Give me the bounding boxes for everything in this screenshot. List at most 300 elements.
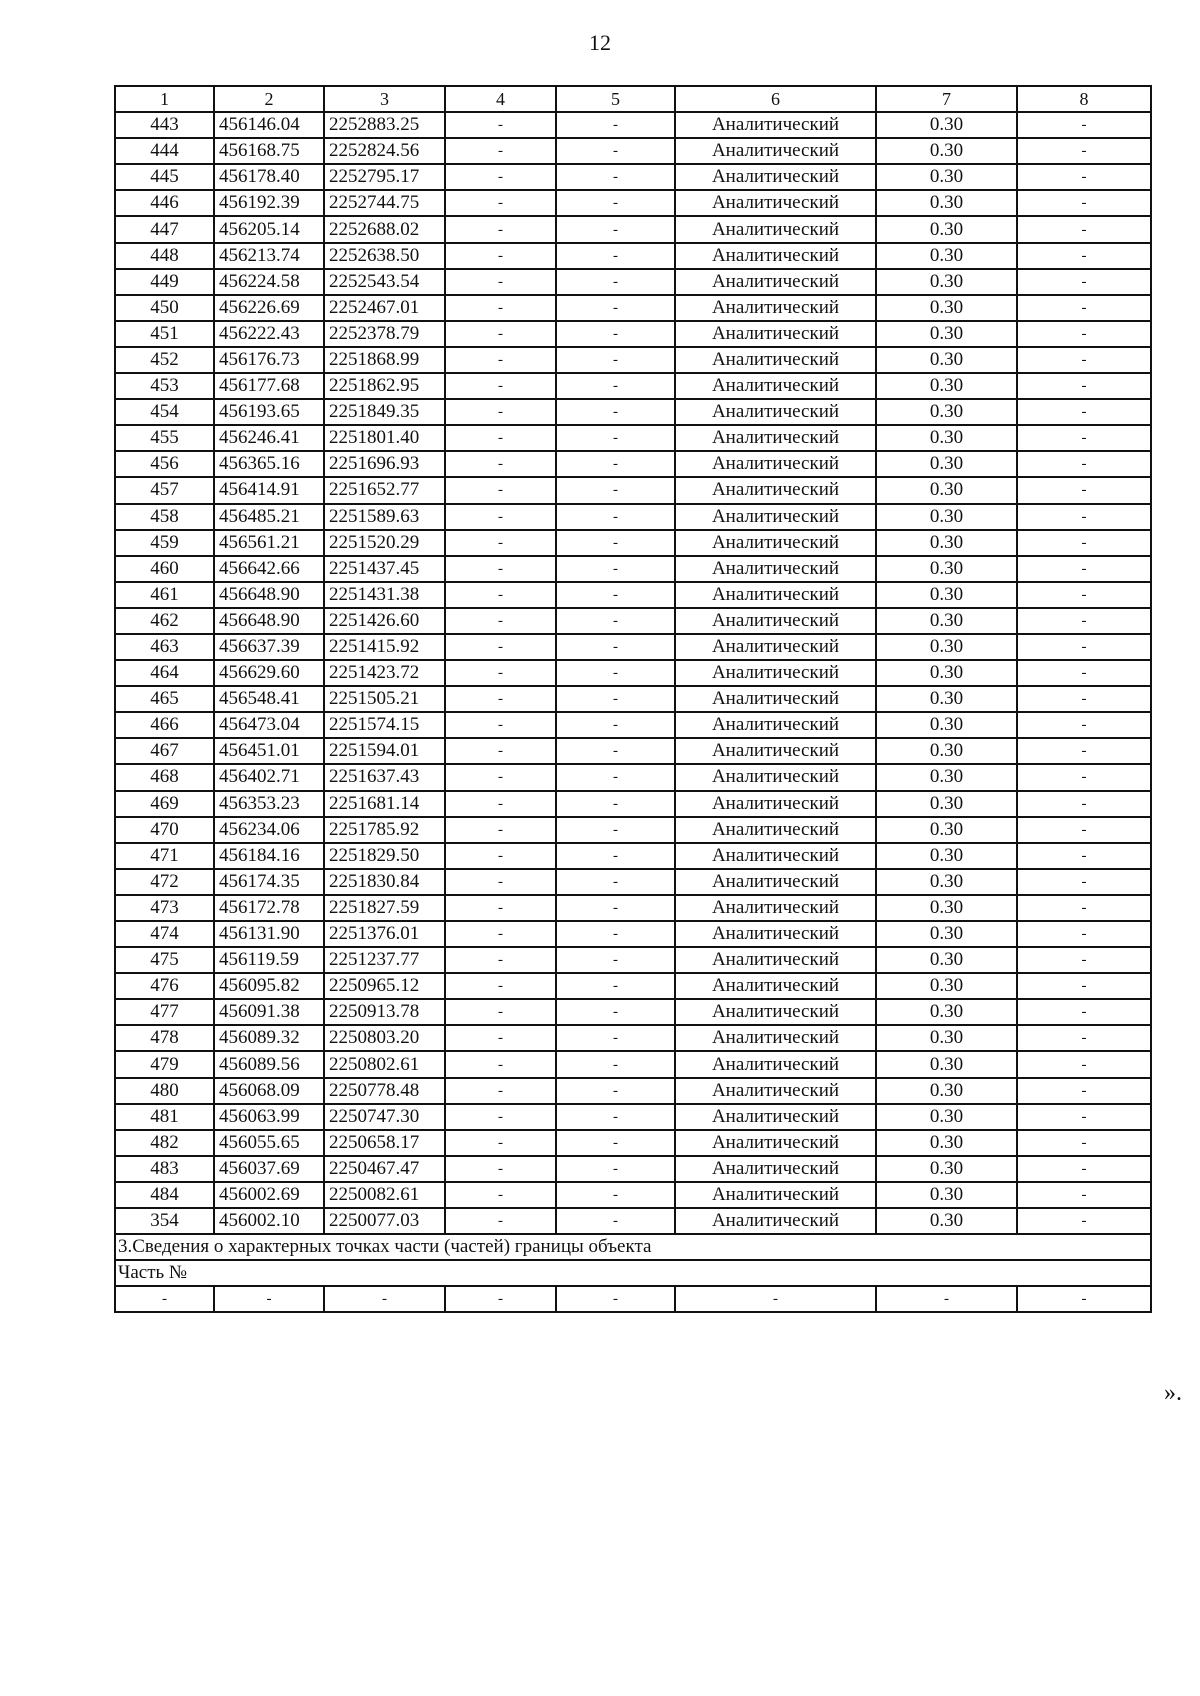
table-cell: 448 xyxy=(115,243,214,269)
table-cell: - xyxy=(1017,1208,1151,1234)
column-header: 5 xyxy=(556,86,675,112)
table-cell: - xyxy=(1017,1025,1151,1051)
table-cell: 0.30 xyxy=(876,791,1017,817)
table-cell: 456642.66 xyxy=(214,556,324,582)
table-cell: 2251652.77 xyxy=(324,477,445,503)
table-cell: 2252467.01 xyxy=(324,295,445,321)
table-cell: 2251868.99 xyxy=(324,347,445,373)
table-cell: 0.30 xyxy=(876,1025,1017,1051)
table-cell: 483 xyxy=(115,1156,214,1182)
table-cell: - xyxy=(445,321,556,347)
table-cell: 473 xyxy=(115,895,214,921)
table-cell: - xyxy=(556,504,675,530)
table-cell: 0.30 xyxy=(876,817,1017,843)
table-cell: - xyxy=(556,738,675,764)
table-cell: - xyxy=(445,869,556,895)
table-cell: Аналитический xyxy=(675,138,876,164)
table-cell: - xyxy=(556,764,675,790)
table-cell: 2251801.40 xyxy=(324,425,445,451)
table-cell: 456473.04 xyxy=(214,712,324,738)
table-row xyxy=(115,243,1151,269)
table-cell: 0.30 xyxy=(876,895,1017,921)
table-cell: Аналитический xyxy=(675,425,876,451)
table-cell: 2251520.29 xyxy=(324,530,445,556)
table-cell: 2251849.35 xyxy=(324,399,445,425)
table-row xyxy=(115,947,1151,973)
table-cell: 0.30 xyxy=(876,556,1017,582)
table-cell: 0.30 xyxy=(876,164,1017,190)
table-cell: 456648.90 xyxy=(214,608,324,634)
table-cell: 456205.14 xyxy=(214,216,324,242)
table-cell: 452 xyxy=(115,347,214,373)
table-cell: - xyxy=(556,425,675,451)
table-cell: - xyxy=(1017,634,1151,660)
empty-part-row xyxy=(115,1286,1151,1312)
table-cell: 2252378.79 xyxy=(324,321,445,347)
table-cell: 465 xyxy=(115,686,214,712)
table-cell: - xyxy=(1017,843,1151,869)
table-cell: - xyxy=(556,269,675,295)
table-cell: 459 xyxy=(115,530,214,556)
table-cell: 456177.68 xyxy=(214,373,324,399)
table-row xyxy=(115,1078,1151,1104)
table-cell: - xyxy=(445,243,556,269)
table-cell: - xyxy=(445,608,556,634)
table-cell: 476 xyxy=(115,973,214,999)
column-header-row xyxy=(115,86,1151,112)
table-cell: 444 xyxy=(115,138,214,164)
table-row xyxy=(115,164,1151,190)
table-cell: 456068.09 xyxy=(214,1078,324,1104)
table-cell: - xyxy=(1017,895,1151,921)
table-cell: 468 xyxy=(115,764,214,790)
table-cell: - xyxy=(556,347,675,373)
table-cell: 456451.01 xyxy=(214,738,324,764)
table-cell: Аналитический xyxy=(675,764,876,790)
table-cell: 0.30 xyxy=(876,634,1017,660)
table-cell: - xyxy=(556,399,675,425)
table-row xyxy=(115,738,1151,764)
table-row xyxy=(115,973,1151,999)
table-cell: - xyxy=(1017,764,1151,790)
table-cell: - xyxy=(445,373,556,399)
table-cell: - xyxy=(324,1286,445,1312)
table-row xyxy=(115,608,1151,634)
table-cell: 0.30 xyxy=(876,269,1017,295)
column-header: 6 xyxy=(675,86,876,112)
table-cell: 0.30 xyxy=(876,738,1017,764)
table-cell: 2252824.56 xyxy=(324,138,445,164)
table-cell: - xyxy=(445,138,556,164)
table-cell: - xyxy=(445,634,556,660)
table-cell: - xyxy=(445,1208,556,1234)
table-cell: Аналитический xyxy=(675,556,876,582)
table-cell: - xyxy=(445,556,556,582)
table-row xyxy=(115,764,1151,790)
closing-quote: ». xyxy=(1164,1380,1182,1406)
section-title: 3.Сведения о характерных точках части (частей) границы объекта xyxy=(115,1234,1151,1260)
table-cell: Аналитический xyxy=(675,451,876,477)
table-cell: - xyxy=(556,243,675,269)
table-cell: 0.30 xyxy=(876,686,1017,712)
table-cell: Аналитический xyxy=(675,869,876,895)
column-header: 3 xyxy=(324,86,445,112)
column-header: 1 xyxy=(115,86,214,112)
table-cell: 2250803.20 xyxy=(324,1025,445,1051)
table-cell: - xyxy=(445,999,556,1025)
table-cell: - xyxy=(556,112,675,138)
table-cell: - xyxy=(1017,921,1151,947)
table-cell: 2251423.72 xyxy=(324,660,445,686)
table-cell: 0.30 xyxy=(876,138,1017,164)
table-cell: - xyxy=(556,138,675,164)
table-cell: 460 xyxy=(115,556,214,582)
table-cell: 0.30 xyxy=(876,373,1017,399)
table-cell: 2251830.84 xyxy=(324,869,445,895)
table-cell: - xyxy=(556,321,675,347)
table-row xyxy=(115,530,1151,556)
table-cell: 0.30 xyxy=(876,921,1017,947)
table-cell: - xyxy=(445,451,556,477)
table-cell: - xyxy=(556,556,675,582)
table-cell: - xyxy=(556,999,675,1025)
table-cell: 446 xyxy=(115,190,214,216)
table-cell: - xyxy=(1017,373,1151,399)
table-cell: 0.30 xyxy=(876,660,1017,686)
table-cell: - xyxy=(1017,556,1151,582)
table-cell: - xyxy=(445,347,556,373)
table-cell: - xyxy=(445,660,556,686)
table-cell: - xyxy=(556,1051,675,1077)
table-cell: 2251505.21 xyxy=(324,686,445,712)
table-cell: - xyxy=(556,791,675,817)
table-cell: 456485.21 xyxy=(214,504,324,530)
table-cell: 2251862.95 xyxy=(324,373,445,399)
table-cell: 443 xyxy=(115,112,214,138)
table-cell: 466 xyxy=(115,712,214,738)
table-cell: - xyxy=(556,164,675,190)
table-cell: 2251426.60 xyxy=(324,608,445,634)
table-cell: - xyxy=(556,1286,675,1312)
table-cell: - xyxy=(556,1104,675,1130)
table-cell: - xyxy=(445,164,556,190)
table-cell: - xyxy=(445,1130,556,1156)
table-row xyxy=(115,686,1151,712)
table-cell: 456131.90 xyxy=(214,921,324,947)
table-cell: Аналитический xyxy=(675,216,876,242)
table-cell: 456561.21 xyxy=(214,530,324,556)
table-cell: - xyxy=(556,1156,675,1182)
table-row xyxy=(115,1208,1151,1234)
table-cell: - xyxy=(1017,973,1151,999)
table-cell: 2250467.47 xyxy=(324,1156,445,1182)
table-cell: - xyxy=(115,1286,214,1312)
table-cell: - xyxy=(1017,216,1151,242)
table-cell: - xyxy=(556,1182,675,1208)
table-cell: - xyxy=(1017,451,1151,477)
table-cell: - xyxy=(1017,112,1151,138)
table-row xyxy=(115,477,1151,503)
table-row xyxy=(115,660,1151,686)
table-cell: 456089.32 xyxy=(214,1025,324,1051)
table-cell: - xyxy=(556,373,675,399)
table-cell: - xyxy=(445,582,556,608)
table-cell: - xyxy=(1017,164,1151,190)
table-row xyxy=(115,347,1151,373)
table-cell: - xyxy=(445,973,556,999)
table-cell: - xyxy=(556,477,675,503)
table-cell: 456213.74 xyxy=(214,243,324,269)
table-cell: - xyxy=(556,295,675,321)
table-cell: Аналитический xyxy=(675,1208,876,1234)
table-cell: 456146.04 xyxy=(214,112,324,138)
table-cell: - xyxy=(1017,660,1151,686)
table-cell: 456637.39 xyxy=(214,634,324,660)
table-cell: Аналитический xyxy=(675,712,876,738)
table-cell: Аналитический xyxy=(675,660,876,686)
table-cell: - xyxy=(445,791,556,817)
table-cell: 456 xyxy=(115,451,214,477)
table-cell: 450 xyxy=(115,295,214,321)
part-label-row xyxy=(115,1260,1151,1286)
table-row xyxy=(115,634,1151,660)
table-row xyxy=(115,295,1151,321)
table-cell: 456648.90 xyxy=(214,582,324,608)
table-cell: 0.30 xyxy=(876,216,1017,242)
table-cell: - xyxy=(445,1051,556,1077)
table-cell: - xyxy=(1017,1078,1151,1104)
table-cell: - xyxy=(556,216,675,242)
table-cell: 477 xyxy=(115,999,214,1025)
table-cell: Аналитический xyxy=(675,347,876,373)
table-cell: - xyxy=(1017,399,1151,425)
table-cell: 2252744.75 xyxy=(324,190,445,216)
table-cell: - xyxy=(1017,347,1151,373)
table-cell: 0.30 xyxy=(876,608,1017,634)
table-cell: - xyxy=(445,738,556,764)
table-cell: 484 xyxy=(115,1182,214,1208)
table-row xyxy=(115,1025,1151,1051)
table-cell: - xyxy=(1017,869,1151,895)
table-cell: 0.30 xyxy=(876,112,1017,138)
table-cell: - xyxy=(445,477,556,503)
table-cell: 2252795.17 xyxy=(324,164,445,190)
table-row xyxy=(115,425,1151,451)
table-cell: 2250747.30 xyxy=(324,1104,445,1130)
table-row xyxy=(115,791,1151,817)
table-cell: 456174.35 xyxy=(214,869,324,895)
table-cell: Аналитический xyxy=(675,895,876,921)
table-cell: 0.30 xyxy=(876,530,1017,556)
table-cell: 2251681.14 xyxy=(324,791,445,817)
table-cell: 453 xyxy=(115,373,214,399)
table-cell: 0.30 xyxy=(876,843,1017,869)
table-cell: 0.30 xyxy=(876,582,1017,608)
table-cell: 0.30 xyxy=(876,1130,1017,1156)
table-cell: - xyxy=(1017,295,1151,321)
table-cell: 456037.69 xyxy=(214,1156,324,1182)
table-cell: 470 xyxy=(115,817,214,843)
table-row xyxy=(115,1104,1151,1130)
table-row xyxy=(115,817,1151,843)
table-cell: - xyxy=(445,712,556,738)
table-cell: - xyxy=(1017,1130,1151,1156)
table-cell: Аналитический xyxy=(675,530,876,556)
table-cell: 2250913.78 xyxy=(324,999,445,1025)
table-cell: - xyxy=(445,530,556,556)
table-cell: 0.30 xyxy=(876,999,1017,1025)
table-cell: - xyxy=(445,764,556,790)
table-cell: 464 xyxy=(115,660,214,686)
table-cell: - xyxy=(556,973,675,999)
table-cell: - xyxy=(556,634,675,660)
table-cell: 474 xyxy=(115,921,214,947)
table-cell: - xyxy=(1017,1286,1151,1312)
table-cell: - xyxy=(445,190,556,216)
table-cell: 456548.41 xyxy=(214,686,324,712)
table-cell: - xyxy=(675,1286,876,1312)
table-cell: 2252543.54 xyxy=(324,269,445,295)
table-cell: 0.30 xyxy=(876,869,1017,895)
table-cell: Аналитический xyxy=(675,1078,876,1104)
table-cell: Аналитический xyxy=(675,1130,876,1156)
table-cell: Аналитический xyxy=(675,686,876,712)
table-cell: 456629.60 xyxy=(214,660,324,686)
table-cell: 456226.69 xyxy=(214,295,324,321)
table-cell: 462 xyxy=(115,608,214,634)
table-cell: - xyxy=(1017,243,1151,269)
table-cell: 2251785.92 xyxy=(324,817,445,843)
table-cell: 2250778.48 xyxy=(324,1078,445,1104)
table-cell: 456365.16 xyxy=(214,451,324,477)
table-cell: 2250082.61 xyxy=(324,1182,445,1208)
table-cell: - xyxy=(556,817,675,843)
table-cell: - xyxy=(445,1104,556,1130)
table-cell: Аналитический xyxy=(675,243,876,269)
table-cell: 2251237.77 xyxy=(324,947,445,973)
table-cell: Аналитический xyxy=(675,634,876,660)
table-cell: Аналитический xyxy=(675,373,876,399)
table-cell: - xyxy=(556,921,675,947)
table-cell: Аналитический xyxy=(675,921,876,947)
table-cell: 2251437.45 xyxy=(324,556,445,582)
table-cell: 0.30 xyxy=(876,190,1017,216)
table-cell: 2251696.93 xyxy=(324,451,445,477)
table-cell: 0.30 xyxy=(876,295,1017,321)
table-cell: - xyxy=(445,295,556,321)
table-row xyxy=(115,373,1151,399)
table-cell: 455 xyxy=(115,425,214,451)
table-cell: - xyxy=(556,530,675,556)
table-cell: 0.30 xyxy=(876,451,1017,477)
table-cell: - xyxy=(445,269,556,295)
table-cell: 2250077.03 xyxy=(324,1208,445,1234)
table-cell: - xyxy=(556,660,675,686)
table-cell: - xyxy=(1017,530,1151,556)
table-cell: - xyxy=(445,1182,556,1208)
table-cell: 463 xyxy=(115,634,214,660)
table-cell: 445 xyxy=(115,164,214,190)
table-cell: 2251415.92 xyxy=(324,634,445,660)
table-row xyxy=(115,999,1151,1025)
table-cell: 456353.23 xyxy=(214,791,324,817)
table-cell: 456002.10 xyxy=(214,1208,324,1234)
table-cell: 2252883.25 xyxy=(324,112,445,138)
table-cell: 479 xyxy=(115,1051,214,1077)
table-cell: Аналитический xyxy=(675,791,876,817)
section-title-row xyxy=(115,1234,1151,1260)
table-cell: 0.30 xyxy=(876,477,1017,503)
table-cell: 0.30 xyxy=(876,399,1017,425)
table-cell: - xyxy=(1017,1156,1151,1182)
table-cell: 0.30 xyxy=(876,1051,1017,1077)
table-cell: 0.30 xyxy=(876,973,1017,999)
table-cell: - xyxy=(445,686,556,712)
table-cell: Аналитический xyxy=(675,608,876,634)
table-cell: 2251376.01 xyxy=(324,921,445,947)
table-cell: Аналитический xyxy=(675,999,876,1025)
table-cell: - xyxy=(1017,817,1151,843)
table-cell: - xyxy=(1017,999,1151,1025)
table-cell: 481 xyxy=(115,1104,214,1130)
table-cell: 2252638.50 xyxy=(324,243,445,269)
table-cell: - xyxy=(445,112,556,138)
table-cell: 2250965.12 xyxy=(324,973,445,999)
table-row xyxy=(115,269,1151,295)
table-cell: - xyxy=(556,451,675,477)
table-cell: 456002.69 xyxy=(214,1182,324,1208)
table-cell: - xyxy=(556,1025,675,1051)
table-cell: - xyxy=(1017,425,1151,451)
table-cell: 454 xyxy=(115,399,214,425)
table-cell: 456234.06 xyxy=(214,817,324,843)
table-row xyxy=(115,1130,1151,1156)
table-cell: 472 xyxy=(115,869,214,895)
table-row xyxy=(115,138,1151,164)
table-cell: Аналитический xyxy=(675,112,876,138)
table-cell: - xyxy=(1017,138,1151,164)
table-row xyxy=(115,321,1151,347)
table-row xyxy=(115,216,1151,242)
table-cell: 456063.99 xyxy=(214,1104,324,1130)
table-cell: Аналитический xyxy=(675,973,876,999)
table-cell: Аналитический xyxy=(675,295,876,321)
table-cell: 2251637.43 xyxy=(324,764,445,790)
part-label: Часть № xyxy=(115,1260,1151,1286)
table-cell: - xyxy=(556,947,675,973)
table-cell: 2252688.02 xyxy=(324,216,445,242)
table-cell: 0.30 xyxy=(876,1104,1017,1130)
table-cell: - xyxy=(556,1130,675,1156)
table-cell: - xyxy=(1017,269,1151,295)
table-cell: Аналитический xyxy=(675,190,876,216)
table-cell: 2250658.17 xyxy=(324,1130,445,1156)
table-cell: 2251829.50 xyxy=(324,843,445,869)
table-cell: 2251574.15 xyxy=(324,712,445,738)
table-cell: 0.30 xyxy=(876,347,1017,373)
table-cell: 0.30 xyxy=(876,1078,1017,1104)
table-cell: 475 xyxy=(115,947,214,973)
table-row xyxy=(115,921,1151,947)
table-row xyxy=(115,190,1151,216)
table-cell: - xyxy=(445,1078,556,1104)
table-cell: - xyxy=(556,608,675,634)
table-cell: 2250802.61 xyxy=(324,1051,445,1077)
table-cell: Аналитический xyxy=(675,477,876,503)
table-cell: 456193.65 xyxy=(214,399,324,425)
table-cell: - xyxy=(214,1286,324,1312)
column-header: 8 xyxy=(1017,86,1151,112)
